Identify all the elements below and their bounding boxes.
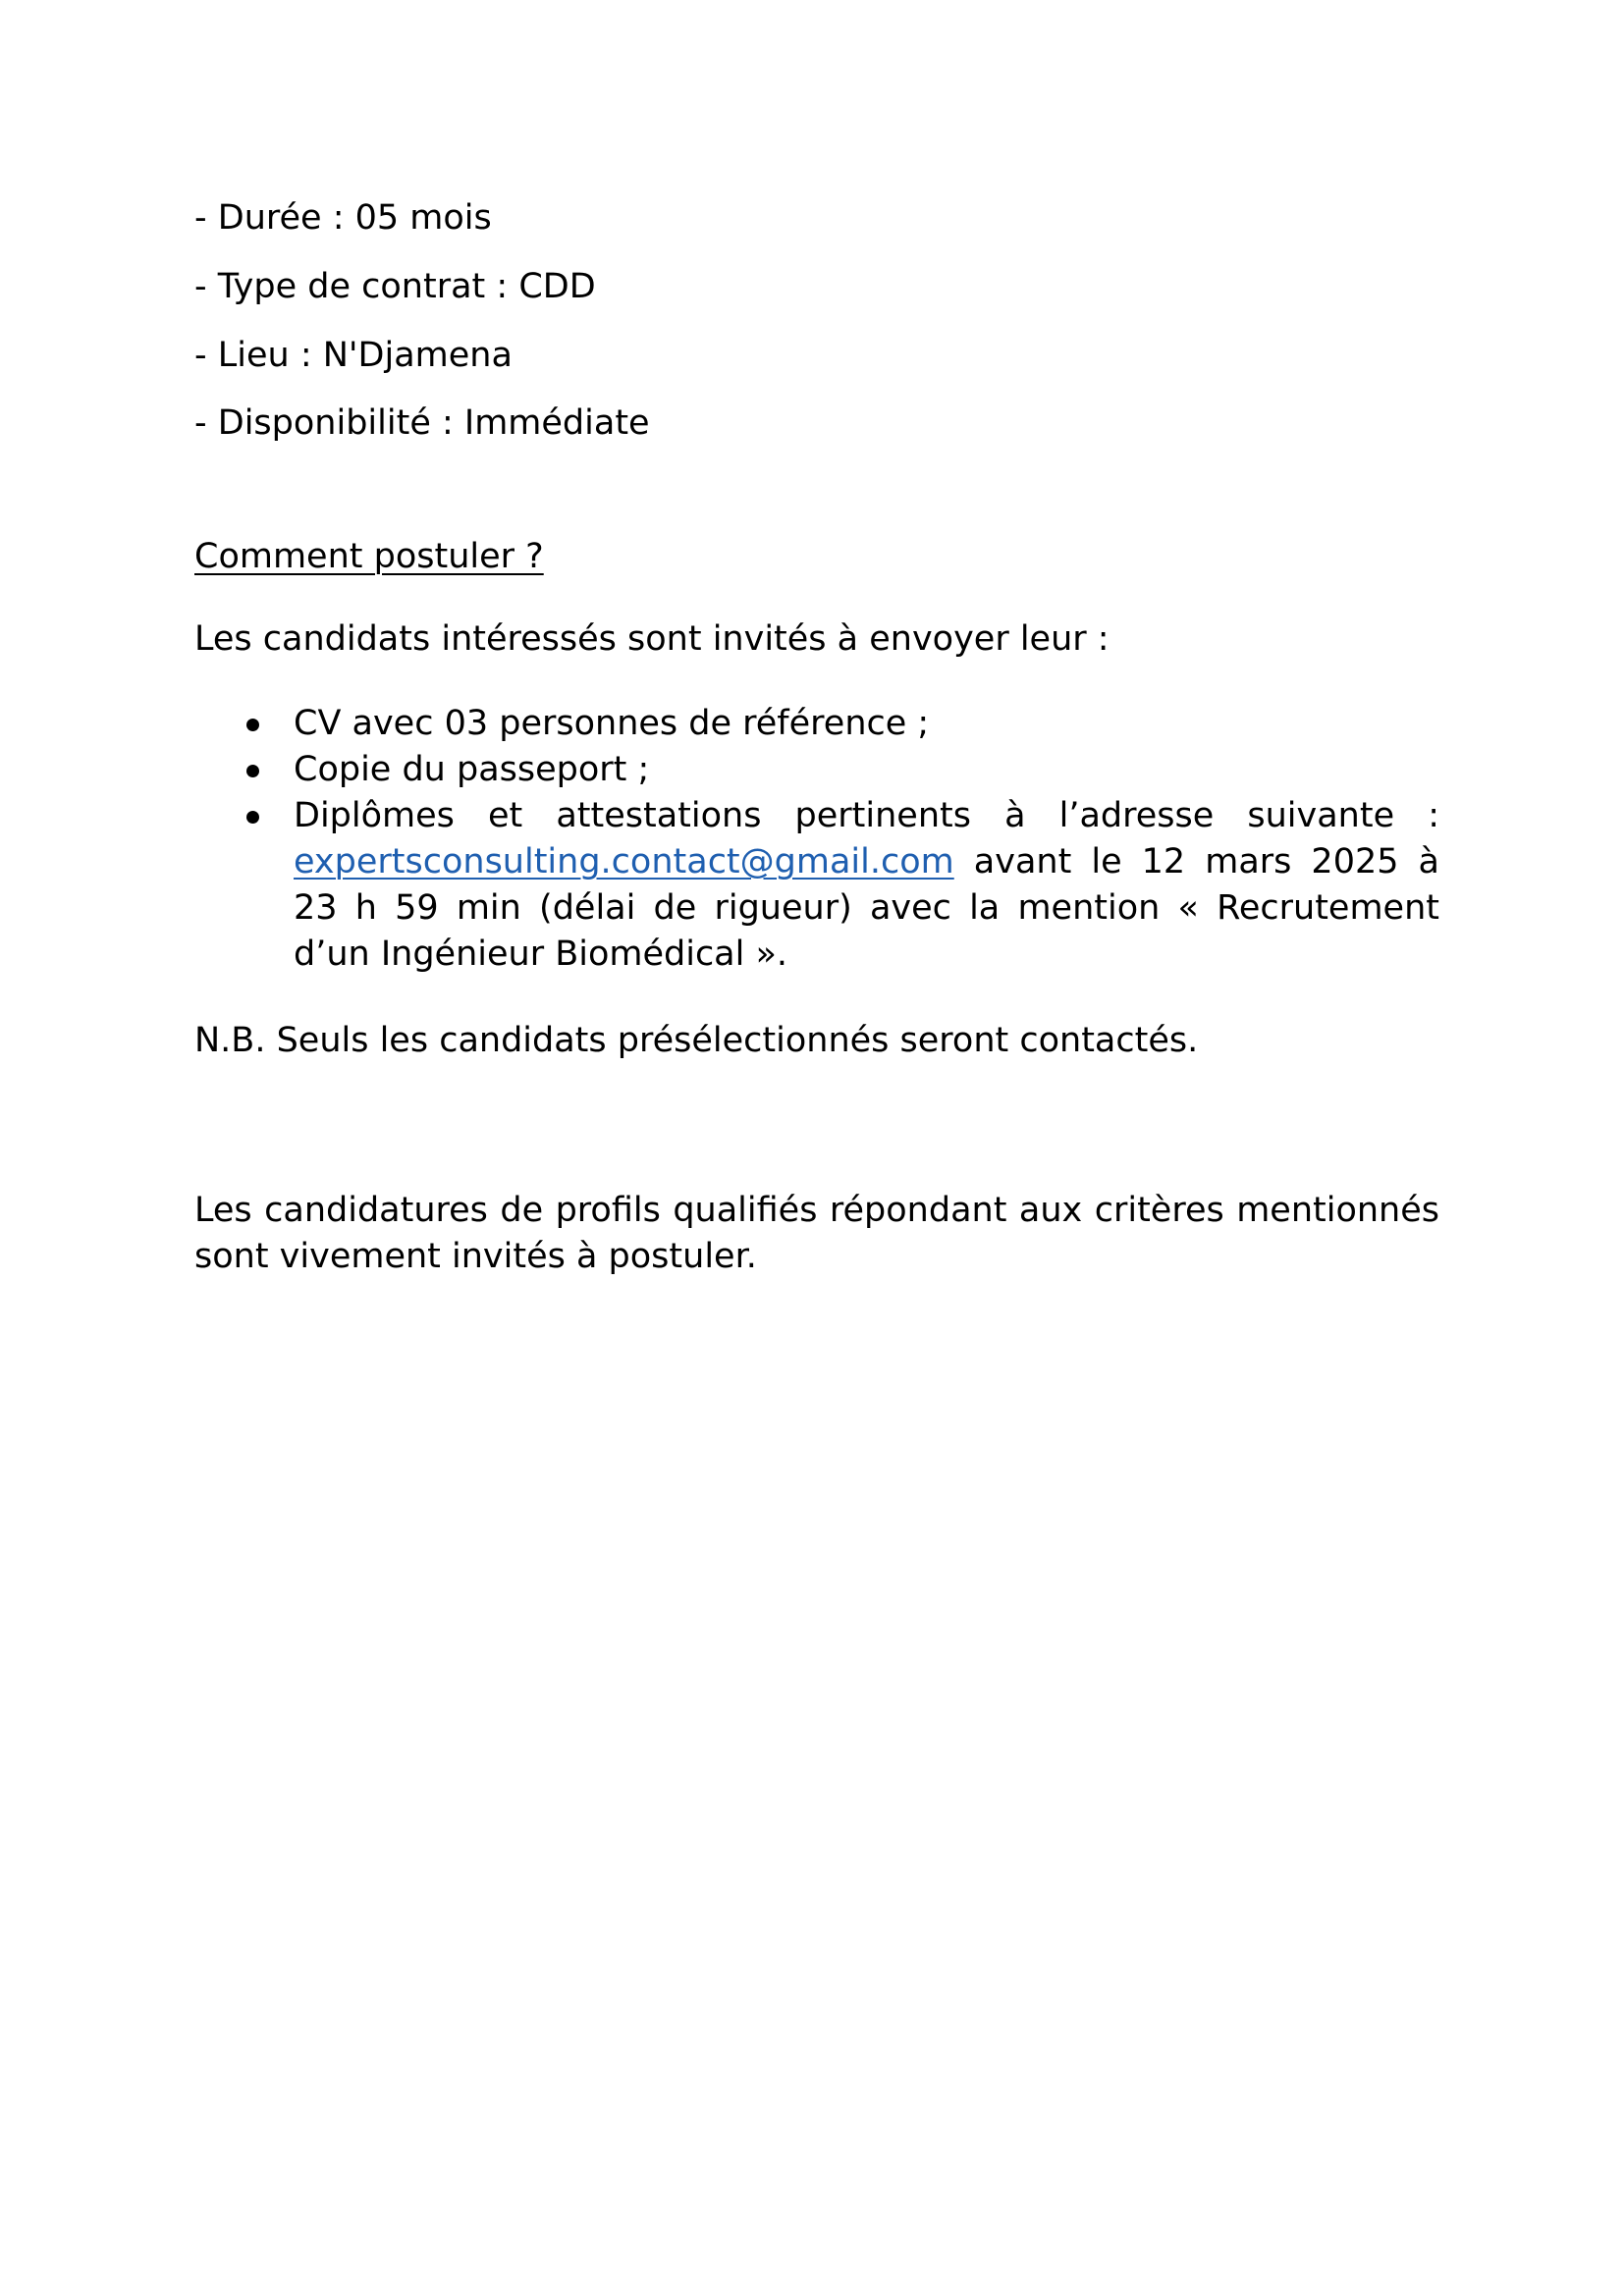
email-link[interactable]: expertsconsulting.contact@gmail.com: [294, 842, 954, 881]
list-item-text-after-email: avant le 12 mars 2025 à 23 h 59 min (délai de rigueur) avec la mention « Recrutement d’un Ingénieur Biomédical ».: [294, 842, 1439, 974]
list-item-text: Copie du passeport ;: [294, 750, 650, 789]
bullet-icon: [246, 811, 259, 824]
preselection-note: N.B. Seuls les candidats présélectionnés seront contactés.: [194, 1021, 1199, 1060]
list-item: [194, 701, 1439, 747]
list-item-text: CV avec 03 personnes de référence ;: [294, 704, 930, 743]
detail-location: - Lieu : N'Djamena: [194, 336, 513, 375]
list-item: [194, 747, 1439, 793]
closing-paragraph: Les candidatures de profils qualifiés répondant aux critères mentionnés sont vivement invités à postuler.: [194, 1191, 1439, 1276]
list-item-text-before-email: Diplômes et attestations pertinents à l’adresse suivante :: [294, 796, 1439, 835]
how-to-apply-heading: Comment postuler ?: [194, 537, 544, 576]
list-item: [194, 793, 1439, 978]
application-requirements-list: [194, 701, 1439, 978]
detail-contract-type: - Type de contrat : CDD: [194, 267, 596, 306]
detail-duration: - Durée : 05 mois: [194, 198, 492, 238]
bullet-icon: [246, 765, 259, 777]
detail-availability: - Disponibilité : Immédiate: [194, 403, 650, 443]
bullet-icon: [246, 719, 259, 731]
application-intro: Les candidats intéressés sont invités à envoyer leur :: [194, 619, 1110, 659]
